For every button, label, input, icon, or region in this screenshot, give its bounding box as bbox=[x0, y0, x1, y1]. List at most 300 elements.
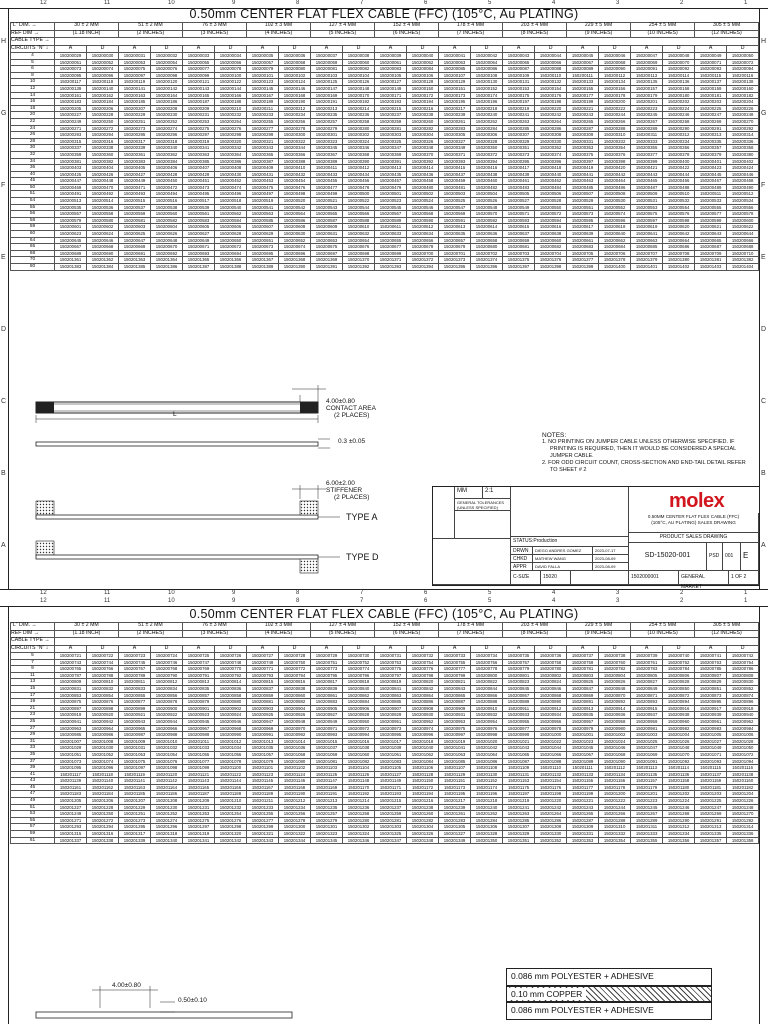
part-number-cell: 150201150 bbox=[407, 778, 439, 785]
part-number-cell: 150201215 bbox=[375, 798, 407, 805]
part-number-cell: 150200646 bbox=[87, 237, 119, 244]
part-number-cell: 150200331 bbox=[567, 138, 599, 145]
part-number-cell: 150200283 bbox=[439, 125, 471, 132]
part-number-cell: 150200307 bbox=[503, 132, 535, 139]
part-number-cell: 150200131 bbox=[503, 79, 535, 86]
part-number-cell: 150201222 bbox=[599, 798, 631, 805]
part-number-cell: 150200559 bbox=[119, 211, 151, 218]
part-number-cell: 150201294 bbox=[87, 824, 119, 831]
part-number-cell: 150201281 bbox=[375, 817, 407, 824]
circuit-count: 57 bbox=[11, 824, 55, 831]
part-number-cell: 150201013 bbox=[247, 738, 279, 745]
appr-label: APPR bbox=[511, 563, 533, 571]
part-number-cell: 150200201 bbox=[631, 99, 663, 106]
part-number-cell: 150201349 bbox=[439, 837, 471, 844]
part-number-cell: 150200450 bbox=[151, 178, 183, 185]
part-number-cell: 150200385 bbox=[183, 158, 215, 165]
part-number-cell: 150200650 bbox=[215, 237, 247, 244]
type-header: A bbox=[247, 645, 279, 653]
part-number-cell: 150200592 bbox=[471, 217, 503, 224]
part-number-cell: 150200991 bbox=[247, 732, 279, 739]
part-number-cell: 150200571 bbox=[503, 211, 535, 218]
part-number-cell: 150200793 bbox=[247, 672, 279, 679]
part-number-cell: 150201173 bbox=[439, 784, 471, 791]
part-number-cell: 150200888 bbox=[471, 699, 503, 706]
part-number-cell: 150201158 bbox=[663, 778, 695, 785]
part-number-cell: 150200186 bbox=[151, 99, 183, 106]
part-number-cell: 150201201 bbox=[631, 791, 663, 798]
table-row bbox=[11, 165, 759, 172]
part-number-cell: 150200540 bbox=[215, 204, 247, 211]
part-number-cell: 150200951 bbox=[375, 718, 407, 725]
part-number-cell: 150201024 bbox=[599, 738, 631, 745]
length-header: 152 ± 4 MM bbox=[375, 23, 439, 31]
part-number-cell: 150200056 bbox=[215, 59, 247, 66]
thickness-dim: 0.3 ±0.05 bbox=[338, 438, 366, 445]
length-header: 102 ± 3 MM bbox=[247, 23, 311, 31]
zone-label: 12 bbox=[40, 0, 47, 6]
part-number-cell: 150200278 bbox=[279, 125, 311, 132]
part-number-cell: 150201044 bbox=[535, 745, 567, 752]
part-number-cell: 150201003 bbox=[631, 732, 663, 739]
part-number-cell: 150201229 bbox=[119, 804, 151, 811]
part-number-cell: 150200824 bbox=[535, 679, 567, 686]
part-number-cell: 150200749 bbox=[247, 659, 279, 666]
part-number-cell: 150200044 bbox=[535, 53, 567, 60]
part-number-cell: 150201368 bbox=[279, 257, 311, 264]
part-number-cell: 150200320 bbox=[215, 138, 247, 145]
part-number-cell: 150201156 bbox=[599, 778, 631, 785]
part-number-cell: 150200974 bbox=[407, 725, 439, 732]
part-number-cell: 150200892 bbox=[599, 699, 631, 706]
part-number-cell: 150200140 bbox=[87, 85, 119, 92]
part-number-cell: 150200395 bbox=[503, 158, 535, 165]
part-number-cell: 150200690 bbox=[87, 250, 119, 257]
part-number-cell: 150200866 bbox=[471, 692, 503, 699]
part-number-cell: 150200692 bbox=[151, 250, 183, 257]
part-number-cell: 150201365 bbox=[183, 257, 215, 264]
part-number-cell: 150200916 bbox=[663, 705, 695, 712]
part-number-cell: 150200252 bbox=[151, 118, 183, 125]
zone-label: 9 bbox=[232, 590, 236, 596]
part-number-cell: 150200767 bbox=[119, 666, 151, 673]
part-number-cell: 150200351 bbox=[503, 145, 535, 152]
part-number-cell: 150200807 bbox=[695, 672, 727, 679]
part-number-cell: 150201177 bbox=[567, 784, 599, 791]
part-number-cell: 150200818 bbox=[343, 679, 375, 686]
part-cell: 1502000001 bbox=[629, 571, 679, 585]
part-number-cell: 150201355 bbox=[631, 837, 663, 844]
part-number-cell: 150201089 bbox=[567, 758, 599, 765]
part-number-cell: 150201110 bbox=[535, 765, 567, 772]
part-number-cell: 150200668 bbox=[87, 244, 119, 251]
circuit-count: 41 bbox=[11, 771, 55, 778]
part-number-cell: 150200898 bbox=[87, 705, 119, 712]
part-number-cell: 150200071 bbox=[695, 59, 727, 66]
part-number-cell: 150201343 bbox=[247, 837, 279, 844]
part-number-cell: 150201319 bbox=[183, 831, 215, 838]
type-header: D bbox=[343, 645, 375, 653]
part-number-cell: 150200229 bbox=[119, 112, 151, 119]
zone-label: 7 bbox=[360, 590, 364, 596]
part-number-cell: 150200298 bbox=[215, 132, 247, 139]
part-number-cell: 150201271 bbox=[55, 817, 87, 824]
part-number-cell: 150200739 bbox=[631, 653, 663, 660]
part-number-cell: 150200334 bbox=[663, 138, 695, 145]
part-number-cell: 150200085 bbox=[439, 66, 471, 73]
part-number-cell: 150200557 bbox=[55, 211, 87, 218]
part-number-cell: 150200081 bbox=[311, 66, 343, 73]
part-number-cell: 150200467 bbox=[695, 178, 727, 185]
part-number-cell: 150200566 bbox=[343, 211, 375, 218]
layer-polyester-top: 0.086 mm POLYESTER + ADHESIVE bbox=[506, 968, 712, 986]
part-number-cell: 150200117 bbox=[55, 79, 87, 86]
table-row bbox=[11, 237, 759, 244]
part-number-cell: 150201149 bbox=[375, 778, 407, 785]
part-number-cell: 150200662 bbox=[599, 237, 631, 244]
row-label: G bbox=[1, 110, 7, 117]
part-number-cell: 150200906 bbox=[343, 705, 375, 712]
part-number-cell: 150201041 bbox=[439, 745, 471, 752]
ref-length-header: (8 INCHES) bbox=[503, 630, 567, 638]
ref-length-header: (7 INCHES) bbox=[439, 630, 503, 638]
zone-label: 6 bbox=[424, 0, 428, 6]
part-number-cell: 150200253 bbox=[183, 118, 215, 125]
type-header: D bbox=[279, 45, 311, 53]
part-number-cell: 150201392 bbox=[343, 264, 375, 271]
part-number-cell: 150200239 bbox=[439, 112, 471, 119]
part-number-cell: 150200173 bbox=[439, 92, 471, 99]
part-number-cell: 150200148 bbox=[343, 85, 375, 92]
part-number-cell: 150200279 bbox=[311, 125, 343, 132]
part-number-cell: 150200803 bbox=[567, 672, 599, 679]
part-number-cell: 150201092 bbox=[663, 758, 695, 765]
part-number-cell: 150200680 bbox=[471, 244, 503, 251]
part-number-cell: 150200341 bbox=[183, 145, 215, 152]
part-number-cell: 150201378 bbox=[599, 257, 631, 264]
part-number-cell: 150200162 bbox=[87, 92, 119, 99]
part-number-cell: 150200340 bbox=[151, 145, 183, 152]
status-cell: STATUS:Production bbox=[511, 537, 629, 547]
type-header: A bbox=[311, 45, 343, 53]
part-number-cell: 150200696 bbox=[279, 250, 311, 257]
part-number-cell: 150201144 bbox=[215, 778, 247, 785]
part-number-cell: 150200352 bbox=[535, 145, 567, 152]
part-number-cell: 150200218 bbox=[471, 105, 503, 112]
part-number-cell: 150200259 bbox=[375, 118, 407, 125]
part-number-cell: 150200808 bbox=[727, 672, 759, 679]
part-number-cell: 150200836 bbox=[215, 685, 247, 692]
part-number-cell: 150200990 bbox=[215, 732, 247, 739]
part-number-cell: 150201061 bbox=[375, 751, 407, 758]
type-d-cable bbox=[36, 555, 318, 559]
type-header: A bbox=[55, 45, 87, 53]
part-number-cell: 150200373 bbox=[503, 151, 535, 158]
contact-area-dim: 4.00±0.80 bbox=[326, 398, 355, 405]
part-number-cell: 150201012 bbox=[215, 738, 247, 745]
part-number-cell: 150200998 bbox=[471, 732, 503, 739]
part-number-cell: 150200829 bbox=[695, 679, 727, 686]
note-1-cont2: JUMPER CABLE. bbox=[550, 453, 594, 459]
part-number-cell: 150201386 bbox=[151, 264, 183, 271]
part-number-cell: 150200342 bbox=[215, 145, 247, 152]
part-number-cell: 150201026 bbox=[663, 738, 695, 745]
part-number-cell: 150201272 bbox=[87, 817, 119, 824]
part-number-cell: 150201315 bbox=[55, 831, 87, 838]
part-number-cell: 150201277 bbox=[247, 817, 279, 824]
part-number-cell: 150201301 bbox=[311, 824, 343, 831]
revision: E bbox=[741, 543, 759, 571]
part-number-cell: 150200383 bbox=[119, 158, 151, 165]
part-number-cell: 150200800 bbox=[471, 672, 503, 679]
part-number-cell: 150201030 bbox=[87, 745, 119, 752]
part-number-cell: 150200270 bbox=[727, 118, 759, 125]
part-number-cell: 150201233 bbox=[247, 804, 279, 811]
part-number-cell: 150200731 bbox=[375, 653, 407, 660]
part-number-cell: 150200108 bbox=[471, 72, 503, 79]
part-number-cell: 150200470 bbox=[87, 184, 119, 191]
part-number-cell: 150200929 bbox=[375, 712, 407, 719]
part-number-cell: 150200928 bbox=[343, 712, 375, 719]
part-number-cell: 150200061 bbox=[375, 59, 407, 66]
part-number-cell: 150200989 bbox=[183, 732, 215, 739]
part-number-cell: 150201045 bbox=[567, 745, 599, 752]
part-number-cell: 150200942 bbox=[87, 718, 119, 725]
part-number-cell: 150201221 bbox=[567, 798, 599, 805]
part-number-cell: 150200516 bbox=[151, 198, 183, 205]
part-number-cell: 150201298 bbox=[215, 824, 247, 831]
part-number-cell: 150200353 bbox=[567, 145, 599, 152]
title-block bbox=[432, 486, 760, 590]
part-number-cell: 150201072 bbox=[727, 751, 759, 758]
circuit-count: 24 bbox=[11, 125, 55, 132]
part-number-cell: 150200128 bbox=[407, 79, 439, 86]
part-number-cell: 150200856 bbox=[151, 692, 183, 699]
part-number-cell: 150200578 bbox=[727, 211, 759, 218]
part-number-cell: 150200848 bbox=[599, 685, 631, 692]
part-number-cell: 150201182 bbox=[727, 784, 759, 791]
part-number-cell: 150200409 bbox=[247, 165, 279, 172]
part-number-cell: 150200213 bbox=[311, 105, 343, 112]
part-number-cell: 150200943 bbox=[119, 718, 151, 725]
part-number-cell: 150201118 bbox=[87, 771, 119, 778]
part-number-cell: 150200651 bbox=[247, 237, 279, 244]
part-number-cell: 150201107 bbox=[439, 765, 471, 772]
part-number-cell: 150201202 bbox=[663, 791, 695, 798]
part-number-cell: 150201027 bbox=[695, 738, 727, 745]
part-number-cell: 150201323 bbox=[311, 831, 343, 838]
part-number-cell: 150200872 bbox=[663, 692, 695, 699]
part-number-cell: 150200664 bbox=[663, 237, 695, 244]
part-number-cell: 150201169 bbox=[311, 784, 343, 791]
part-number-cell: 150200267 bbox=[631, 118, 663, 125]
part-number-cell: 150200058 bbox=[279, 59, 311, 66]
part-number-cell: 150201382 bbox=[727, 257, 759, 264]
part-number-cell: 150200216 bbox=[407, 105, 439, 112]
part-number-cell: 150200095 bbox=[55, 72, 87, 79]
part-number-cell: 150200851 bbox=[695, 685, 727, 692]
part-number-cell: 150201103 bbox=[311, 765, 343, 772]
part-number-cell: 150200670 bbox=[151, 244, 183, 251]
layer-copper-label: 0.10 mm COPPER bbox=[507, 988, 586, 1000]
circuit-count: 29 bbox=[11, 732, 55, 739]
circuit-count: 53 bbox=[11, 811, 55, 818]
part-number-cell: 150200875 bbox=[55, 699, 87, 706]
part-number-cell: 150201224 bbox=[663, 798, 695, 805]
part-number-cell: 150200608 bbox=[279, 224, 311, 231]
length-header: 203 ± 4 MM bbox=[503, 623, 567, 631]
part-number-cell: 150201205 bbox=[55, 798, 87, 805]
part-number-cell: 150200407 bbox=[183, 165, 215, 172]
part-number-cell: 150200657 bbox=[439, 237, 471, 244]
table-row bbox=[11, 653, 759, 660]
zone-label: 12 bbox=[40, 590, 47, 596]
part-number-cell: 150201210 bbox=[215, 798, 247, 805]
table-row bbox=[11, 659, 759, 666]
length-header: 51 ± 2 MM bbox=[119, 623, 183, 631]
part-number-cell: 150200358 bbox=[727, 145, 759, 152]
circuit-count: 45 bbox=[11, 178, 55, 185]
part-number-cell: 150200441 bbox=[567, 171, 599, 178]
part-number-cell: 150201192 bbox=[343, 791, 375, 798]
circuit-count: 6 bbox=[11, 66, 55, 73]
part-number-cell: 150200160 bbox=[727, 85, 759, 92]
part-number-cell: 150200814 bbox=[215, 679, 247, 686]
part-number-cell: 150200769 bbox=[183, 666, 215, 673]
part-number-cell: 150200113 bbox=[631, 72, 663, 79]
part-number-cell: 150200601 bbox=[55, 224, 87, 231]
part-number-cell: 150201270 bbox=[727, 811, 759, 818]
part-number-cell: 150200686 bbox=[663, 244, 695, 251]
part-number-cell: 150200961 bbox=[695, 718, 727, 725]
part-number-cell: 150200676 bbox=[343, 244, 375, 251]
part-number-cell: 150200207 bbox=[119, 105, 151, 112]
ref-length-header: (12 INCHES) bbox=[695, 630, 759, 638]
zone-label: 4 bbox=[552, 590, 556, 596]
part-number-cell: 150200867 bbox=[503, 692, 535, 699]
type-header: A bbox=[119, 45, 151, 53]
part-number-cell: 150200610 bbox=[343, 224, 375, 231]
part-number-cell: 150201078 bbox=[215, 758, 247, 765]
part-number-cell: 150200791 bbox=[183, 672, 215, 679]
part-number-cell: 150201266 bbox=[599, 811, 631, 818]
part-number-cell: 150200408 bbox=[215, 165, 247, 172]
part-number-cell: 150200707 bbox=[631, 250, 663, 257]
part-number-cell: 150200230 bbox=[151, 112, 183, 119]
part-number-cell: 150201019 bbox=[439, 738, 471, 745]
part-number-cell: 150200997 bbox=[439, 732, 471, 739]
part-number-cell: 150201290 bbox=[663, 817, 695, 824]
part-number-cell: 150200281 bbox=[375, 125, 407, 132]
part-number-cell: 150200673 bbox=[247, 244, 279, 251]
part-number-cell: 150201259 bbox=[375, 811, 407, 818]
part-number-cell: 150200729 bbox=[311, 653, 343, 660]
length-header: 254 ± 5 MM bbox=[631, 623, 695, 631]
part-number-cell: 150200266 bbox=[599, 118, 631, 125]
part-number-cell: 150201403 bbox=[695, 264, 727, 271]
part-number-cell: 150201358 bbox=[727, 837, 759, 844]
part-number-cell: 150200925 bbox=[247, 712, 279, 719]
part-number-cell: 150201010 bbox=[151, 738, 183, 745]
zone-label: 8 bbox=[296, 590, 300, 596]
part-number-cell: 150200194 bbox=[407, 99, 439, 106]
part-number-cell: 150200268 bbox=[663, 118, 695, 125]
part-number-cell: 150201366 bbox=[215, 257, 247, 264]
part-number-cell: 150200724 bbox=[151, 653, 183, 660]
part-number-cell: 150200262 bbox=[471, 118, 503, 125]
length-header: 178 ± 4 MM bbox=[439, 623, 503, 631]
table-row bbox=[11, 105, 759, 112]
part-number-cell: 150200691 bbox=[119, 250, 151, 257]
part-number-cell: 150200479 bbox=[375, 184, 407, 191]
circuit-count: 4 bbox=[11, 53, 55, 60]
part-number-cell: 150200634 bbox=[407, 231, 439, 238]
table-row bbox=[11, 244, 759, 251]
part-number-cell: 150200497 bbox=[247, 191, 279, 198]
part-number-cell: 150201300 bbox=[279, 824, 311, 831]
part-number-cell: 150200880 bbox=[215, 699, 247, 706]
part-number-cell: 150200987 bbox=[119, 732, 151, 739]
part-number-cell: 150200706 bbox=[599, 250, 631, 257]
part-number-cell: 150201216 bbox=[407, 798, 439, 805]
type-header: D bbox=[727, 45, 759, 53]
part-number-cell: 150201051 bbox=[55, 751, 87, 758]
part-number-cell: 150200511 bbox=[695, 191, 727, 198]
part-number-cell: 150200448 bbox=[87, 178, 119, 185]
part-number-cell: 150200228 bbox=[87, 112, 119, 119]
part-number-cell: 150201309 bbox=[567, 824, 599, 831]
part-number-cell: 150201209 bbox=[183, 798, 215, 805]
part-number-cell: 150201031 bbox=[119, 745, 151, 752]
part-number-cell: 150201167 bbox=[247, 784, 279, 791]
part-number-cell: 150200420 bbox=[599, 165, 631, 172]
part-number-cell: 150201056 bbox=[215, 751, 247, 758]
circuit-count: 37 bbox=[11, 758, 55, 765]
part-number-cell: 150200770 bbox=[215, 666, 247, 673]
part-number-cell: 150200158 bbox=[663, 85, 695, 92]
part-number-cell: 150200996 bbox=[407, 732, 439, 739]
part-number-cell: 150201141 bbox=[119, 778, 151, 785]
part-number-cell: 150200418 bbox=[535, 165, 567, 172]
part-number-cell: 150200936 bbox=[599, 712, 631, 719]
circuit-count: 8 bbox=[11, 72, 55, 79]
part-number-cell: 150200087 bbox=[503, 66, 535, 73]
part-number-cell: 150200778 bbox=[471, 666, 503, 673]
row-label: A bbox=[1, 542, 6, 549]
part-number-cell: 150200947 bbox=[247, 718, 279, 725]
part-number-cell: 150200116 bbox=[727, 72, 759, 79]
ref-length-header: (7 INCHES) bbox=[439, 30, 503, 38]
part-number-cell: 150200453 bbox=[247, 178, 279, 185]
part-number-cell: 150200733 bbox=[439, 653, 471, 660]
series-cell: 15020 bbox=[541, 571, 571, 585]
part-number-cell: 150200155 bbox=[567, 85, 599, 92]
part-number-cell: 150201094 bbox=[727, 758, 759, 765]
part-number-cell: 150200530 bbox=[599, 198, 631, 205]
part-number-cell: 150200498 bbox=[279, 191, 311, 198]
part-number-cell: 150200102 bbox=[279, 72, 311, 79]
part-number-cell: 150200421 bbox=[631, 165, 663, 172]
part-number-cell: 150200072 bbox=[727, 59, 759, 66]
part-number-cell: 150200457 bbox=[375, 178, 407, 185]
table-row bbox=[11, 837, 759, 844]
table-row bbox=[11, 217, 759, 224]
length-header: 152 ± 4 MM bbox=[375, 623, 439, 631]
drwn-date: 2023-07-17 bbox=[593, 547, 629, 555]
part-number-cell: 150200536 bbox=[87, 204, 119, 211]
part-number-cell: 150201127 bbox=[375, 771, 407, 778]
part-number-cell: 150200677 bbox=[375, 244, 407, 251]
